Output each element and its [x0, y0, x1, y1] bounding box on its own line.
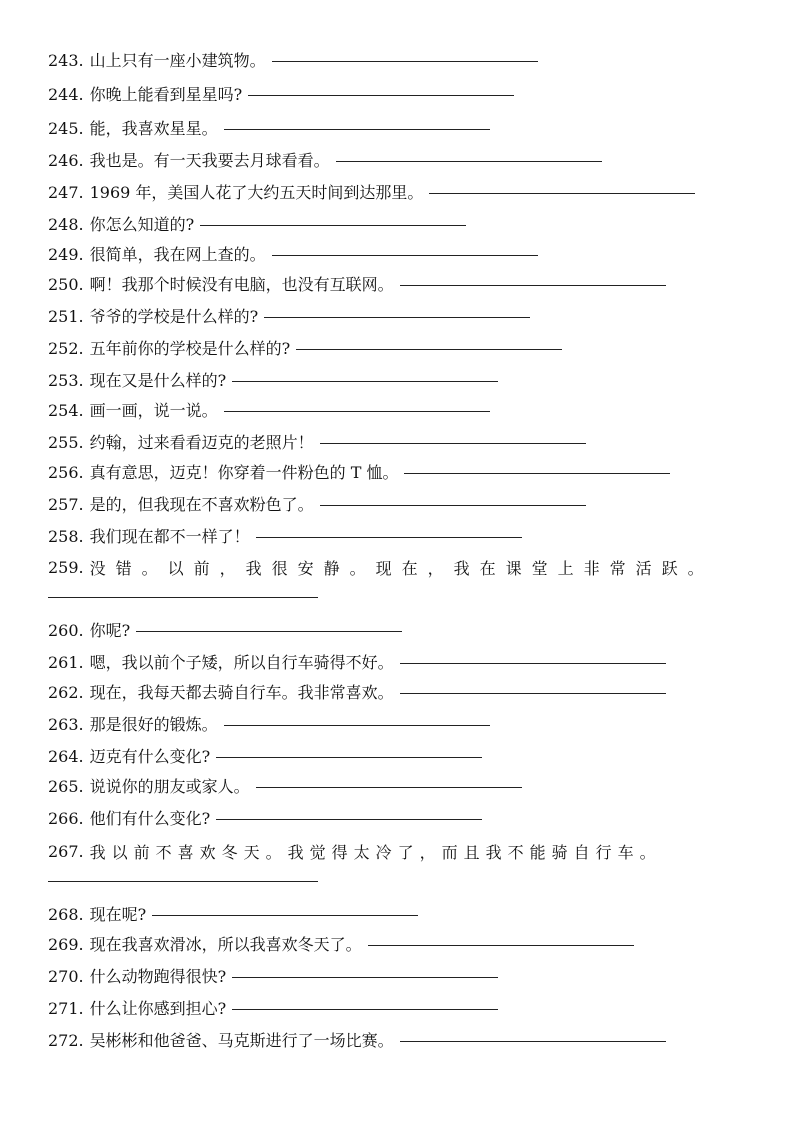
item-number: 250.	[48, 275, 84, 294]
item-sentence: 说说你的朋友或家人。	[89, 777, 250, 796]
item-sentence: 你怎么知道的?	[89, 215, 195, 234]
item-sentence: 山上只有一座小建筑物。	[89, 51, 266, 70]
exercise-item-256	[48, 458, 670, 488]
item-number: 263.	[48, 715, 84, 734]
item-sentence: 没错。以前，我很安静。现在，我在课堂上非常活跃。	[89, 558, 714, 578]
answer-blank[interactable]	[224, 128, 490, 130]
item-number: 265.	[48, 777, 84, 796]
item-number: 252.	[48, 339, 84, 358]
item-sentence: 什么让你感到担心?	[89, 999, 227, 1018]
item-sentence: 我也是。有一天我要去月球看看。	[89, 151, 330, 170]
exercise-item-269	[48, 930, 634, 960]
item-sentence: 五年前你的学校是什么样的?	[89, 339, 291, 358]
exercise-item-267	[48, 836, 752, 882]
item-sentence: 你呢?	[89, 621, 131, 640]
answer-blank[interactable]	[152, 914, 418, 916]
item-number: 259.	[48, 557, 84, 577]
item-sentence: 能，我喜欢星星。	[89, 119, 218, 138]
item-number: 260.	[48, 621, 84, 640]
item-number: 255.	[48, 433, 84, 452]
item-sentence: 现在呢?	[89, 905, 147, 924]
answer-blank[interactable]	[232, 1008, 498, 1010]
answer-blank[interactable]	[224, 410, 490, 412]
item-number: 246.	[48, 151, 84, 170]
answer-blank[interactable]	[232, 976, 498, 978]
item-number: 256.	[48, 463, 84, 482]
exercise-item-247	[48, 178, 695, 208]
exercise-item-253	[48, 366, 498, 396]
exercise-item-250	[48, 270, 666, 300]
exercise-item-246	[48, 146, 602, 176]
answer-blank[interactable]	[429, 192, 695, 194]
exercise-item-260	[48, 616, 402, 646]
answer-blank[interactable]	[48, 596, 318, 598]
answer-blank[interactable]	[264, 316, 530, 318]
item-number: 266.	[48, 809, 84, 828]
item-sentence: 爷爷的学校是什么样的?	[89, 307, 259, 326]
exercise-item-272	[48, 1026, 666, 1056]
answer-blank[interactable]	[368, 944, 634, 946]
exercise-item-271	[48, 994, 498, 1024]
exercise-item-264	[48, 742, 482, 772]
answer-blank[interactable]	[400, 662, 666, 664]
item-sentence: 现在，我每天都去骑自行车。我非常喜欢。	[89, 683, 394, 702]
item-number: 245.	[48, 119, 84, 138]
exercise-item-258	[48, 522, 522, 552]
answer-blank[interactable]	[224, 724, 490, 726]
answer-blank[interactable]	[216, 756, 482, 758]
exercise-item-244	[48, 80, 514, 110]
exercise-item-262	[48, 678, 666, 708]
item-number: 264.	[48, 747, 84, 766]
item-sentence: 啊！我那个时候没有电脑，也没有互联网。	[89, 275, 394, 294]
exercise-item-259	[48, 552, 752, 598]
exercise-item-263	[48, 710, 490, 740]
item-sentence: 很简单，我在网上查的。	[89, 245, 266, 264]
exercise-item-265	[48, 772, 522, 802]
item-sentence: 迈克有什么变化?	[89, 747, 211, 766]
item-sentence: 什么动物跑得很快?	[89, 967, 227, 986]
exercise-item-248	[48, 210, 466, 240]
item-sentence: 真有意思，迈克！你穿着一件粉色的 T 恤。	[89, 463, 399, 482]
item-sentence: 我以前不喜欢冬天。我觉得太冷了，而且我不能骑自行车。	[89, 842, 662, 862]
exercise-item-251	[48, 302, 530, 332]
item-number: 249.	[48, 245, 84, 264]
item-sentence: 吴彬彬和他爸爸、马克斯进行了一场比赛。	[89, 1031, 394, 1050]
item-number: 253.	[48, 371, 84, 390]
answer-blank[interactable]	[232, 380, 498, 382]
exercise-item-249	[48, 240, 538, 270]
item-sentence: 1969 年，美国人花了大约五天时间到达那里。	[89, 183, 424, 202]
answer-blank[interactable]	[400, 284, 666, 286]
exercise-item-252	[48, 334, 562, 364]
item-number: 267.	[48, 841, 84, 861]
answer-blank[interactable]	[320, 504, 586, 506]
answer-blank[interactable]	[404, 472, 670, 474]
exercise-item-270	[48, 962, 498, 992]
answer-blank[interactable]	[200, 224, 466, 226]
item-number: 247.	[48, 183, 84, 202]
answer-blank[interactable]	[216, 818, 482, 820]
item-number: 243.	[48, 51, 84, 70]
item-sentence: 现在又是什么样的?	[89, 371, 227, 390]
exercise-item-243	[48, 46, 538, 76]
item-number: 251.	[48, 307, 84, 326]
answer-blank[interactable]	[136, 630, 402, 632]
item-sentence: 那是很好的锻炼。	[89, 715, 218, 734]
answer-blank[interactable]	[272, 60, 538, 62]
item-sentence: 约翰，过来看看迈克的老照片！	[89, 433, 314, 452]
item-sentence: 你晚上能看到星星吗?	[89, 85, 243, 104]
answer-blank[interactable]	[336, 160, 602, 162]
exercise-item-254	[48, 396, 490, 426]
item-number: 262.	[48, 683, 84, 702]
answer-blank[interactable]	[320, 442, 586, 444]
item-sentence: 是的，但我现在不喜欢粉色了。	[89, 495, 314, 514]
exercise-item-245	[48, 114, 490, 144]
item-sentence: 画一画，说一说。	[89, 401, 218, 420]
answer-blank[interactable]	[400, 692, 666, 694]
answer-blank[interactable]	[248, 94, 514, 96]
item-number: 244.	[48, 85, 84, 104]
item-number: 271.	[48, 999, 84, 1018]
item-number: 272.	[48, 1031, 84, 1050]
answer-blank[interactable]	[256, 536, 522, 538]
exercise-item-266	[48, 804, 482, 834]
answer-blank[interactable]	[48, 880, 318, 882]
answer-blank[interactable]	[272, 254, 538, 256]
item-number: 261.	[48, 653, 84, 672]
answer-blank[interactable]	[256, 786, 522, 788]
exercise-item-255	[48, 428, 586, 458]
item-number: 269.	[48, 935, 84, 954]
item-sentence: 现在我喜欢滑冰，所以我喜欢冬天了。	[89, 935, 362, 954]
item-sentence: 他们有什么变化?	[89, 809, 211, 828]
exercise-item-261	[48, 648, 666, 678]
answer-blank[interactable]	[400, 1040, 666, 1042]
item-number: 270.	[48, 967, 84, 986]
answer-blank[interactable]	[296, 348, 562, 350]
item-number: 258.	[48, 527, 84, 546]
item-number: 248.	[48, 215, 84, 234]
item-number: 257.	[48, 495, 84, 514]
item-number: 254.	[48, 401, 84, 420]
exercise-item-268	[48, 900, 418, 930]
item-sentence: 嗯，我以前个子矮，所以自行车骑得不好。	[89, 653, 394, 672]
item-sentence: 我们现在都不一样了！	[89, 527, 250, 546]
exercise-item-257	[48, 490, 586, 520]
item-number: 268.	[48, 905, 84, 924]
